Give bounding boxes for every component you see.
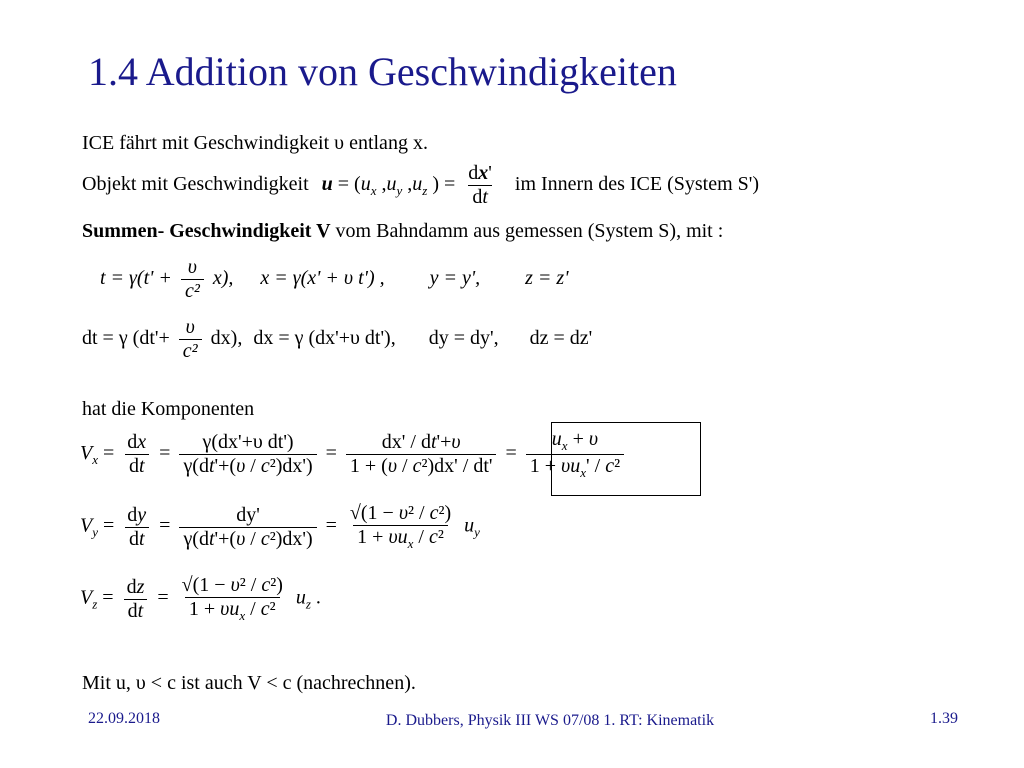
sum-velocity-text: vom Bahndamm aus gemessen (System S), mit :	[335, 220, 724, 242]
dx-dt-fraction: $\frac{dx'}{dt}$	[468, 162, 492, 208]
footer-page: 1.39	[930, 710, 958, 727]
footer-date: 22.09.2018	[88, 710, 160, 727]
object-system-text: im Innern des ICE (System S')	[514, 173, 760, 196]
object-velocity-label: Objekt mit Geschwindigkeit	[82, 173, 309, 196]
differential-equations: dt = γ (dt'+ $\frac{\upsilon}{\text{c²}}$ dx), dx = γ (dx'+υ dt'), dy = dy', dz = dz'	[82, 316, 593, 362]
lorentz-z-eq: z = z'	[525, 267, 569, 290]
lorentz-y-eq: y = y',	[429, 267, 481, 290]
text-line-ice	[82, 132, 428, 155]
text-line-sum	[82, 220, 723, 243]
text-line-object: Objekt mit Geschwindigkeit $u = (u_x$ $,u_y$ $,u_z$ ) = $\frac{dx'}{dt}$ im Innern des ICE (System S')	[82, 162, 760, 208]
lorentz-x-eq: x = γ(x' + υ t') ,	[260, 267, 385, 290]
ice-velocity-text: ICE fährt mit Geschwindigkeit υ entlang x.	[82, 132, 428, 154]
vx-equation: $V_x$ = $\frac{dx}{dt}$ = $\frac{\text{γ(dx'+υ dt')}}{\text{γ(dt'+(υ / c²)dx')}}$ = $\frac{dx' / dt'+\upsilon}{\text{1 + (υ / c²)dx' / dt'}}$ = $\frac{u_x + \upsilon}{1 + \upsilon u_x' / c^2}$	[80, 428, 628, 481]
diff-t-eq: dt = γ (dt'+	[82, 327, 170, 350]
page-title: 1.4 Addition von Geschwindigkeiten	[88, 49, 677, 94]
result-box	[551, 422, 701, 496]
diff-z-eq: dz = dz'	[529, 327, 593, 350]
components-label: hat die Komponenten	[82, 398, 255, 420]
diff-x-eq: dx = γ (dx'+υ dt'),	[253, 327, 396, 350]
sum-velocity-label: Summen- Geschwindigkeit V	[82, 220, 331, 242]
lorentz-equations: t = γ(t' + $\frac{\upsilon}{\text{c²}}$ x), x = γ(x' + υ t') , y = y', z = z'	[100, 256, 569, 302]
lorentz-t-eq: t = γ(t' +	[100, 267, 172, 290]
conclusion-text: Mit u, υ < c ist auch V < c (nachrechnen).	[82, 672, 416, 694]
vy-equation: $V_y$ = $\frac{dy}{dt}$ = $\frac{dy'}{\text{γ(dt'+(υ / c²)dx')}}$ = $\frac{\text{√(1 − υ² / c²)}}{1 + \upsilon u_x / c^2}$ $u_y$	[80, 502, 480, 551]
vz-equation: $V_z$ = $\frac{dz}{dt}$ = $\frac{\text{√(1 − υ² / c²)}}{1 + \upsilon u_x / c^2}$ $u_z$ .	[80, 574, 321, 623]
diff-y-eq: dy = dy',	[428, 327, 499, 350]
footer-author: D. Dubbers, Physik III WS 07/08 1. RT: Kinematik	[385, 712, 715, 729]
